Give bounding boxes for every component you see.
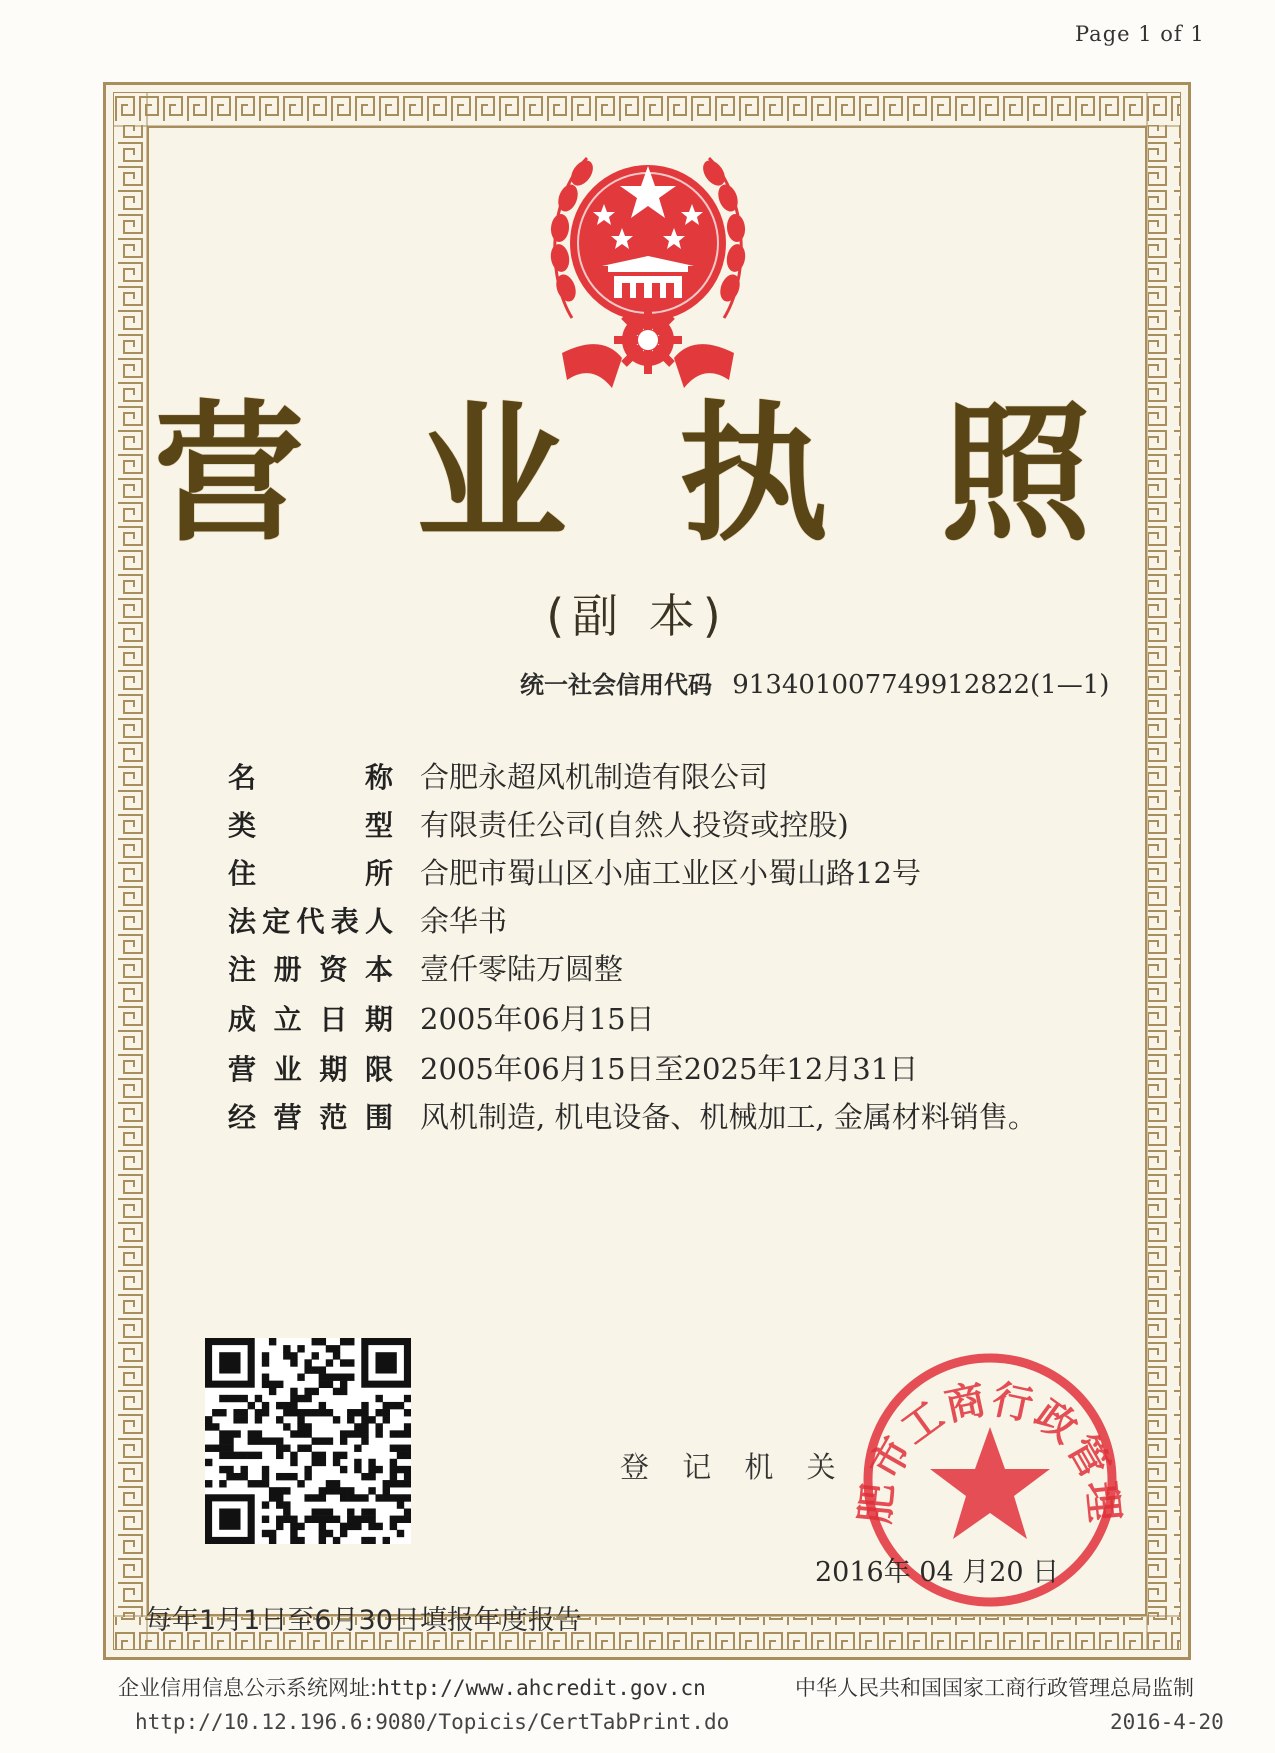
issue-date: 2016年 04 月20 日 xyxy=(815,1557,1060,1588)
field-value: 余华书 xyxy=(420,904,508,938)
field-address xyxy=(228,851,921,895)
field-value: 风机制造, 机电设备、机械加工, 金属材料销售。 xyxy=(420,1100,1037,1134)
footer-site-label: 企业信用信息公示系统网址: xyxy=(118,1676,378,1700)
footer-site-url[interactable]: http://www.ahcredit.gov.cn xyxy=(377,1676,706,1700)
footer-supervisor: 中华人民共和国国家工商行政管理总局监制 xyxy=(795,1676,1194,1700)
field-label: 类型 xyxy=(228,808,393,842)
qr-code-icon[interactable] xyxy=(205,1338,411,1544)
field-business-scope xyxy=(228,1095,1037,1139)
field-name xyxy=(228,755,768,799)
field-business-term xyxy=(228,1047,918,1091)
field-value: 2005年06月15日至2025年12月31日 xyxy=(420,1052,919,1086)
field-label: 经营范围 xyxy=(228,1100,393,1134)
footer-print-date: 2016-4-20 xyxy=(1110,1710,1224,1734)
field-label: 住所 xyxy=(228,856,393,890)
registrar-label: 登 记 机 关 xyxy=(620,1450,848,1484)
field-label: 名称 xyxy=(228,760,393,794)
field-value: 合肥市蜀山区小庙工业区小蜀山路12号 xyxy=(420,856,921,890)
field-label: 成立日期 xyxy=(228,1002,393,1036)
credit-code xyxy=(520,665,1109,700)
credit-code-label: 统一社会信用代码 xyxy=(520,671,712,699)
document-subtitle: (副 本) xyxy=(546,589,729,643)
footer-website xyxy=(118,1672,706,1702)
field-registered-capital xyxy=(228,947,623,991)
field-value: 有限责任公司(自然人投资或控股) xyxy=(420,808,849,842)
annual-report-note: 每年1月1日至6月30日填报年度报告 xyxy=(145,1605,582,1636)
document-title: 营 业 执 照 xyxy=(154,388,1121,562)
field-legal-representative xyxy=(228,899,507,943)
footer-print-url: http://10.12.196.6:9080/Topicis/CertTabPrint.do xyxy=(135,1710,730,1734)
field-established-date xyxy=(228,997,655,1041)
field-value: 壹仟零陆万圆整 xyxy=(420,952,624,986)
field-label: 营业期限 xyxy=(228,1052,393,1086)
field-type xyxy=(228,803,849,847)
svg-text:合肥市工商行政管理局: 肥市工商行政管理 xyxy=(855,1376,1125,1526)
field-value: 2005年06月15日 xyxy=(420,1002,655,1036)
field-value: 合肥永超风机制造有限公司 xyxy=(420,760,769,794)
field-label: 注册资本 xyxy=(228,952,393,986)
page-marker: Page 1 of 1 xyxy=(1075,22,1205,46)
credit-code-value: 913401007749912822(1—1) xyxy=(732,670,1110,700)
field-label: 法定代表人 xyxy=(228,904,393,938)
national-emblem-icon xyxy=(542,118,754,398)
